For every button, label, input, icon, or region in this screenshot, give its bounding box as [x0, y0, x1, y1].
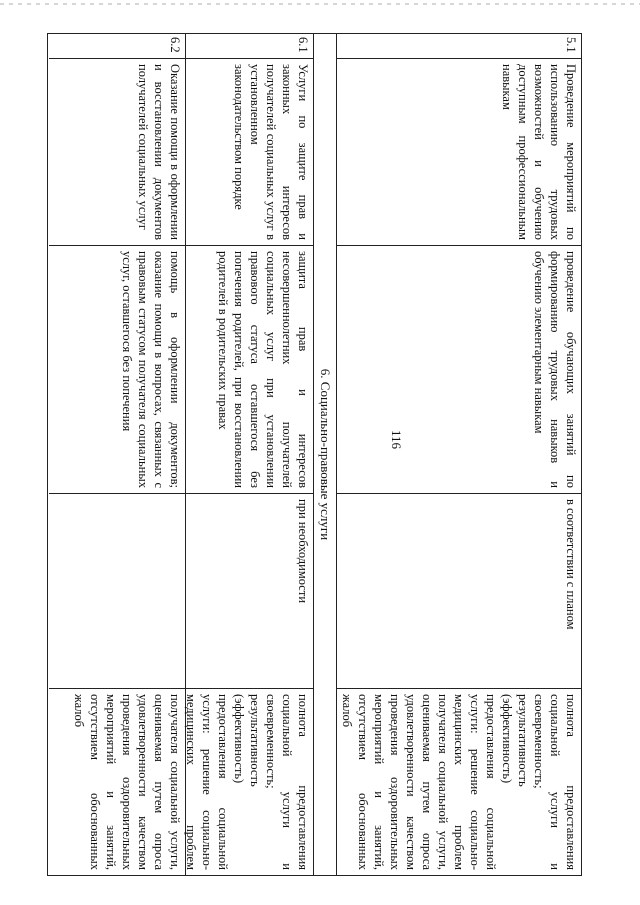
- service-name: Проведение мероприятий по использованию трудовых возможностей и обучению доступным профессиональным навыкам: [337, 59, 581, 246]
- scan-artifact-line: [0, 3, 640, 5]
- page-number: 116: [389, 430, 404, 450]
- quality-criteria: полнота предоставления социальной услуги и своевременность; результативность (эффективность) предоставления социальной услуги: решение социально-медицинских проблем получателя социальной услуги, оцениваемая путем опроса удовлетворенности качеством проведения оздоровительных мероприятий и занятий, отсутствием обоснованных жалоб: [72, 694, 310, 870]
- services-table: [47, 33, 582, 876]
- row-number: 6.2: [49, 34, 185, 59]
- table-row-5-1: [336, 34, 581, 875]
- quality-criteria: [49, 689, 185, 875]
- section-title: 6. Социально-правовые услуги: [318, 368, 333, 541]
- service-description: проведение обучающих занятий по формированию трудовых навыков и обучению элементарным навыкам: [337, 246, 581, 494]
- service-timing: в соответствии с планом: [337, 494, 581, 689]
- service-description: помощь в оформлении документов; оказание помощи в вопросах, связанных с правовым статусом получателя социальных услуг, оставшегося без попечения: [49, 246, 185, 494]
- row-number: 6.1: [186, 34, 313, 59]
- service-name: Услуги по защите прав и законных интересов получателей социальных услуг в установленном законодательством порядке: [186, 59, 313, 246]
- service-timing: при необходимости: [186, 494, 313, 689]
- service-description: защита прав и интересов несовершеннолетних получателей социальных услуг при установлении правового статуса оставшегося без попечения родителей, при восстановлении родителей в родительских правах: [186, 246, 313, 494]
- section-header-row: [313, 34, 336, 875]
- service-name: Оказание помощи в оформлении и восстановлении документов получателей социальных услуг: [49, 59, 185, 246]
- quality-criteria: полнота предоставления социальной услуги и своевременность; результативность (эффективность) предоставления социальной услуги: решение социально-медицинских проблем получателя социальной услуги, оцениваемая путем опроса удовлетворенности качеством проведения оздоровительных мероприятий и занятий, отсутствием обоснованных жалоб: [340, 694, 578, 870]
- table-row-6-2: [49, 34, 185, 875]
- service-timing: [49, 494, 185, 689]
- row-number: 5.1: [337, 34, 581, 59]
